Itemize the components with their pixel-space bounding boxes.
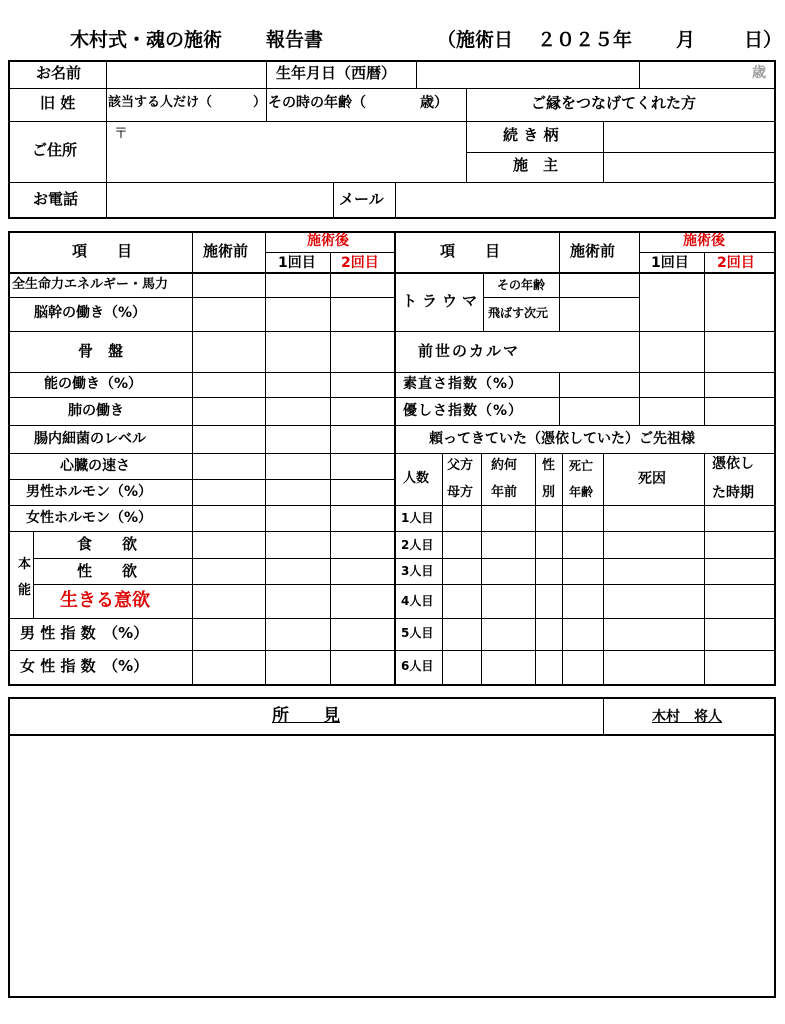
row-will-to-live: 生きる意欲 — [60, 590, 150, 611]
honnou-group-label: 本能 — [18, 557, 32, 598]
anc-years-header-a: 約何 — [491, 458, 518, 473]
practitioner-name: 木村 将人 — [652, 709, 722, 725]
round1-header-right: 1回目 — [651, 255, 689, 271]
maiden-note-open: 該当する人だけ（ — [108, 95, 213, 110]
trauma-age-label: その年齢 — [497, 278, 546, 292]
after-header-right: 施術後 — [683, 233, 725, 249]
row-male-index: 男 性 指 数 （%） — [20, 624, 149, 642]
postal-mark: 〒 — [114, 126, 128, 142]
row-brainstem: 脳幹の働き（%） — [34, 305, 147, 321]
anc-possess-header-b: た時期 — [712, 485, 754, 501]
date-label: （施術日 — [437, 29, 514, 51]
age-then-unit: 歳） — [420, 95, 448, 111]
mail-label: メール — [339, 190, 384, 208]
age-then-label: その時の年齢（ — [268, 95, 366, 111]
operator-label: 施 主 — [513, 156, 559, 174]
phone-label: お電話 — [33, 190, 79, 208]
date-month: 月 — [676, 29, 696, 51]
anc-row-2: 2人目 — [401, 538, 434, 552]
row-pelvis: 骨 盤 — [78, 342, 124, 360]
row-appetite: 食 欲 — [77, 535, 138, 553]
row-male-hormone: 男性ホルモン（%） — [26, 484, 153, 500]
anc-sex-header-b: 別 — [542, 485, 556, 500]
maiden-name-label: 旧 姓 — [40, 94, 76, 112]
row-honesty-index: 素直さ指数（%） — [403, 376, 524, 392]
anc-years-header-b: 年前 — [491, 485, 518, 500]
anc-sex-header-a: 性 — [542, 458, 556, 473]
anc-row-5: 5人目 — [401, 626, 434, 640]
date-year: ２０２５年 — [537, 29, 633, 51]
anc-parent-header-b: 母方 — [447, 485, 474, 500]
address-label: ご住所 — [32, 141, 78, 159]
relation-label: 続 き 柄 — [503, 126, 559, 144]
anc-cause-header: 死因 — [638, 471, 666, 487]
anc-row-1: 1人目 — [401, 511, 434, 525]
date-day: 日） — [744, 29, 783, 51]
name-label: お名前 — [36, 64, 82, 82]
after-header-left: 施術後 — [307, 233, 349, 249]
anc-death-age-header-a: 死亡 — [569, 459, 594, 473]
anc-possess-header-a: 憑依し — [712, 456, 754, 472]
anc-parent-header-a: 父方 — [447, 458, 474, 473]
row-trauma: トラウマ — [402, 292, 483, 310]
before-header-right: 施術前 — [570, 242, 616, 260]
before-header-left: 施術前 — [203, 242, 249, 260]
round2-header-left: 2回目 — [341, 255, 379, 271]
round1-header-left: 1回目 — [278, 255, 316, 271]
findings-field[interactable] — [11, 737, 773, 995]
anc-row-4: 4人目 — [401, 594, 434, 608]
item-header-right: 項 目 — [440, 242, 501, 260]
connector-label: ご縁をつなげてくれた方 — [531, 94, 697, 112]
age-unit: 歳 — [752, 65, 766, 81]
row-past-karma: 前世のカルマ — [418, 342, 521, 360]
row-gut-bacteria: 腸内細菌のレベル — [34, 431, 146, 447]
trauma-dimension-label: 飛ばす次元 — [488, 306, 549, 320]
row-female-index: 女 性 指 数 （%） — [20, 657, 149, 675]
birthdate-label: 生年月日（西暦） — [276, 64, 397, 82]
row-female-hormone: 女性ホルモン（%） — [26, 510, 153, 526]
row-heart-speed: 心臓の速さ — [60, 458, 130, 474]
findings-title: 所 見 — [272, 706, 340, 726]
row-brain-function: 能の働き（%） — [44, 376, 143, 392]
item-header-left: 項 目 — [72, 242, 133, 260]
row-libido: 性 欲 — [77, 562, 138, 580]
round2-header-right: 2回目 — [717, 255, 755, 271]
report-title: 木村式・魂の施術 — [70, 29, 223, 51]
ancestors-title: 頼ってきていた（憑依していた）ご先祖様 — [429, 431, 695, 447]
anc-count-header: 人数 — [403, 471, 430, 486]
anc-row-3: 3人目 — [401, 564, 434, 578]
row-lung: 肺の働き — [68, 403, 124, 419]
anc-death-age-header-b: 年齢 — [569, 485, 594, 499]
maiden-note-close: ） — [253, 95, 267, 110]
row-life-energy: 全生命力エネルギー・馬力 — [12, 277, 169, 292]
anc-row-6: 6人目 — [401, 659, 434, 673]
report-subtitle: 報告書 — [266, 29, 324, 51]
row-kindness-index: 優しさ指数（%） — [403, 403, 524, 419]
